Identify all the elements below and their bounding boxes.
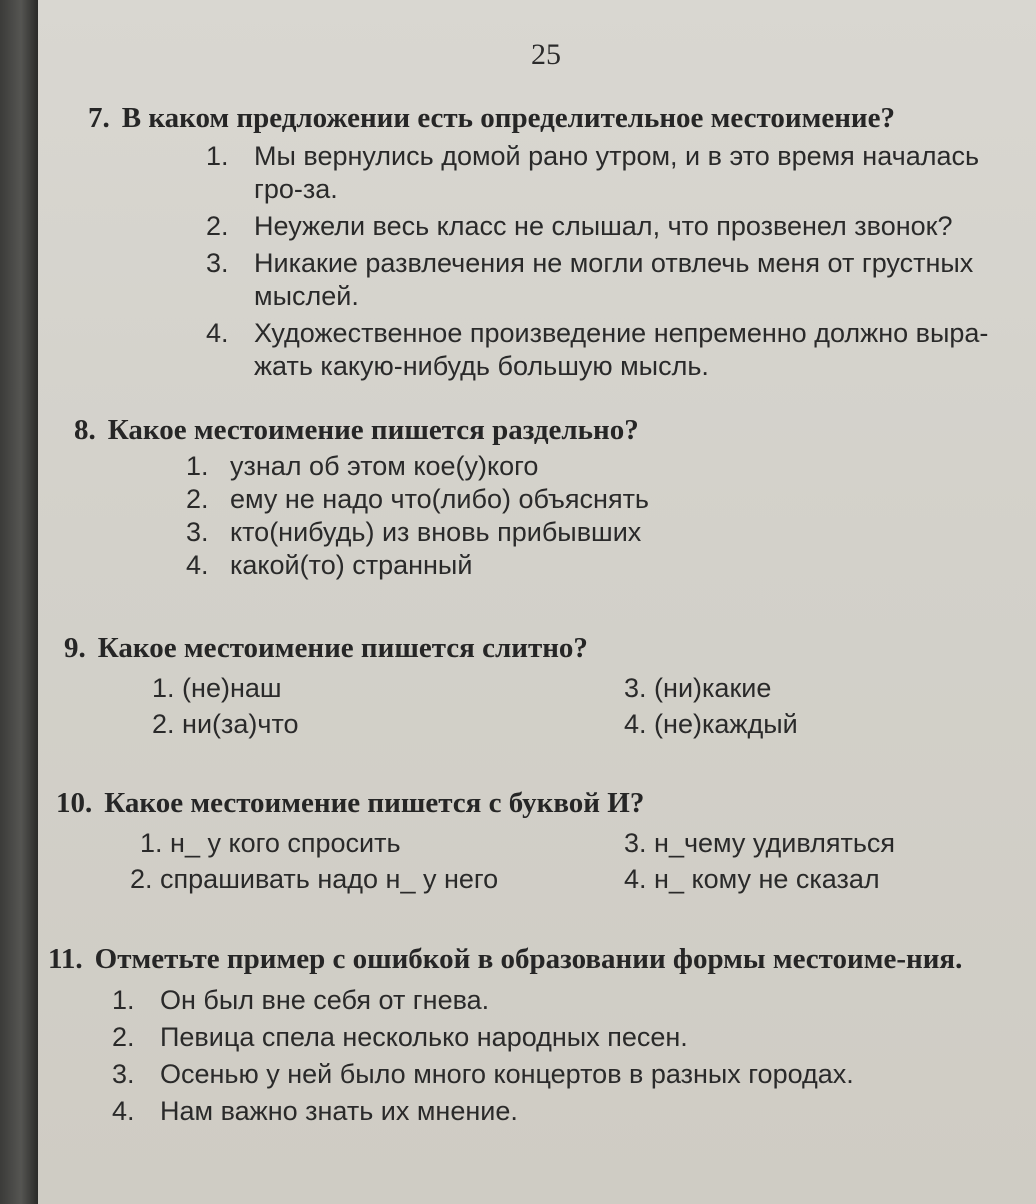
question-7-title: 7. В каком предложении есть определительное местоимение?	[88, 98, 1036, 138]
question-9-title: 9. Какое местоимение пишется слитно?	[64, 628, 1036, 668]
question-11-number: 11.	[48, 943, 83, 975]
question-11-option-2: 2. Певица спела несколько народных песен.	[112, 1022, 688, 1052]
question-10-option-2: 2. спрашивать надо н_ у него	[130, 864, 499, 894]
question-9-number: 9.	[64, 632, 86, 664]
question-7	[88, 98, 1036, 383]
question-10-number: 10.	[56, 787, 93, 819]
question-8	[74, 410, 1036, 582]
question-10-option-4: 4. н_ кому не сказал	[624, 864, 880, 894]
question-8-option-3: 3. кто(нибудь) из вновь прибывших	[186, 517, 642, 547]
question-9-row-2	[64, 706, 1036, 742]
question-11	[48, 940, 1028, 1130]
question-11-title: 11. Отметьте пример с ошибкой в образовании формы местоиме-ния.	[48, 940, 1028, 978]
question-11-option-4: 4. Нам важно знать их мнение.	[112, 1096, 518, 1126]
question-7-option-1: 1. Мы вернулись домой рано утром, и в это время началась гро-за.	[206, 141, 980, 204]
question-8-number: 8.	[74, 414, 96, 446]
question-7-number: 7.	[88, 102, 110, 134]
question-9-option-3: 3. (ни)какие	[624, 673, 772, 703]
question-10-row-1	[56, 825, 1036, 861]
question-7-option-4: 4. Художественное произведение непременно должно выра-жать какую-нибудь большую мысль.	[206, 318, 989, 381]
question-8-option-2: 2. ему не надо что(либо) объяснять	[186, 484, 650, 514]
question-11-option-3: 3. Осенью у ней было много концертов в разных городах.	[112, 1059, 854, 1089]
question-9-option-2: 2. ни(за)что	[152, 709, 299, 739]
question-8-option-1: 1. узнал об этом кое(у)кого	[186, 451, 539, 481]
question-11-option-1: 1. Он был вне себя от гнева.	[112, 985, 490, 1015]
question-10-title: 10. Какое местоимение пишется с буквой И?	[56, 783, 1036, 823]
question-7-option-3: 3. Никакие развлечения не могли отвлечь меня от грустных мыслей.	[206, 248, 974, 311]
question-9-row-1	[64, 670, 1036, 706]
question-10-option-3: 3. н_чему удивляться	[624, 828, 896, 858]
question-9-option-4: 4. (не)каждый	[624, 709, 798, 739]
book-binding	[0, 0, 38, 1204]
question-10-row-2	[56, 861, 1036, 897]
question-9-option-1: 1. (не)наш	[152, 673, 282, 703]
textbook-page	[38, 0, 1036, 1204]
question-7-option-2: 2. Неужели весь класс не слышал, что прозвенел звонок?	[206, 211, 953, 241]
question-9	[64, 628, 1036, 742]
page-number: 25	[531, 38, 561, 71]
question-10-option-1: 1. н_ у кого спросить	[140, 828, 401, 858]
question-8-option-4: 4. какой(то) странный	[186, 550, 473, 580]
question-10	[56, 783, 1036, 897]
question-8-title: 8. Какое местоимение пишется раздельно?	[74, 410, 1036, 450]
